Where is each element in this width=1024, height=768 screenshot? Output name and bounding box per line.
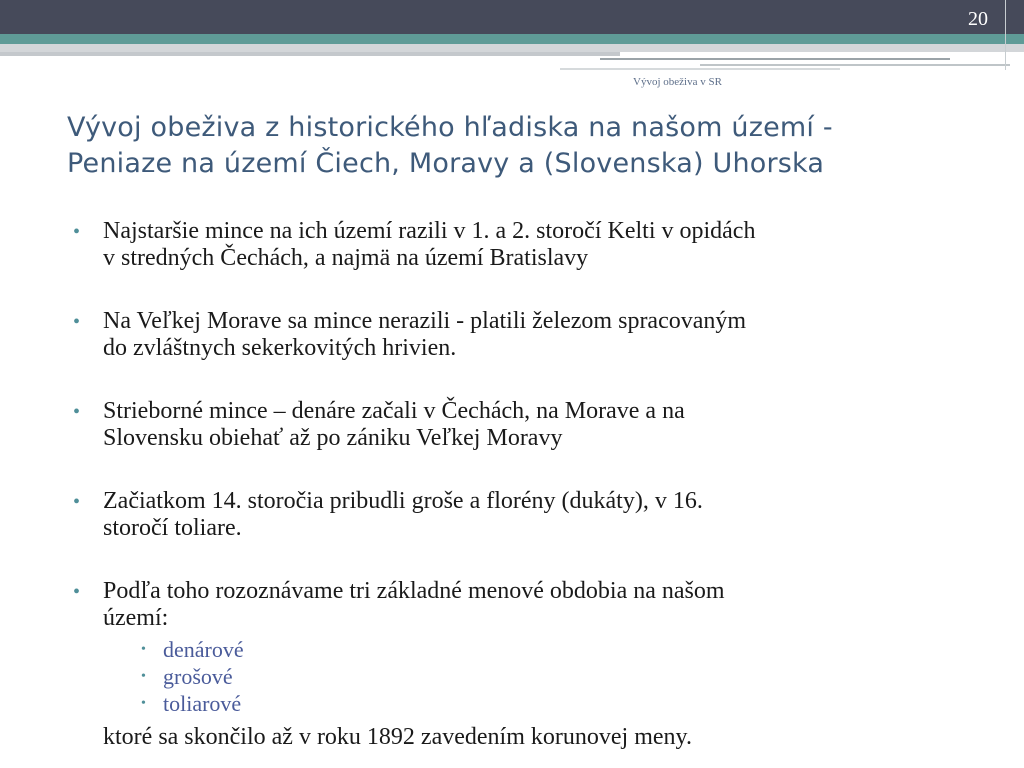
header-step-line <box>600 58 950 60</box>
sub-bullet-text: grošové <box>163 664 233 689</box>
bullet-text: Najstaršie mince na ich území razili v 1. a 2. storočí Kelti v opidách <box>103 218 756 244</box>
bullet-text: Začiatkom 14. storočia pribudli groše a florény (dukáty), v 16. <box>103 488 703 514</box>
header-band-teal <box>0 34 1024 44</box>
bullet-text: v stredných Čechách, a najmä na území Bratislavy <box>103 245 589 271</box>
sub-bullet-marker-icon: • <box>141 696 146 711</box>
header-caption: Vývoj obeživa v SR <box>633 76 722 88</box>
header-step-line <box>700 64 1010 66</box>
sub-bullet-item <box>103 636 973 663</box>
header-vertical-line <box>1005 0 1006 70</box>
header-band-dark <box>0 0 1024 34</box>
closing-text: ktoré sa skončilo až v roku 1892 zavedením korunovej meny. <box>103 724 692 750</box>
slide-number: 20 <box>968 8 988 30</box>
sub-bullet-list <box>103 636 973 717</box>
sub-bullet-item <box>103 663 973 690</box>
bullet-item <box>73 218 973 272</box>
header-band-light <box>0 44 1024 52</box>
header-band-gray <box>0 52 620 56</box>
slide-title-line: Vývoj obeživa z historického hľadiska na našom území - <box>67 112 833 143</box>
bullet-item <box>73 308 973 362</box>
bullet-text: Na Veľkej Morave sa mince nerazili - platili železom spracovaným <box>103 308 747 334</box>
sub-bullet-text: toliarové <box>163 691 242 716</box>
bullet-item <box>73 578 973 717</box>
slide-title <box>67 110 1007 182</box>
sub-bullet-marker-icon: • <box>141 669 146 684</box>
bullet-text: Podľa toho rozoznávame tri základné menové obdobia na našom <box>103 578 725 604</box>
bullet-text: území: <box>103 605 169 631</box>
bullet-marker-icon: • <box>73 581 81 603</box>
header-step-line <box>560 68 840 70</box>
bullet-list <box>73 218 973 751</box>
bullet-marker-icon: • <box>73 401 81 423</box>
bullet-marker-icon: • <box>73 221 81 243</box>
bullet-text: Strieborné mince – denáre začali v Čechách, na Morave a na <box>103 398 685 424</box>
bullet-marker-icon: • <box>73 311 81 333</box>
bullet-marker-icon: • <box>73 491 81 513</box>
slide-title-line: Peniaze na území Čiech, Moravy a (Slovenska) Uhorska <box>67 148 825 179</box>
sub-bullet-text: denárové <box>163 637 244 662</box>
bullet-item <box>73 488 973 542</box>
bullet-text: Slovensku obiehať až po zániku Veľkej Moravy <box>103 425 563 451</box>
sub-bullet-marker-icon: • <box>141 642 146 657</box>
bullet-text: do zvláštnych sekerkovitých hrivien. <box>103 335 457 361</box>
bullet-item <box>73 398 973 452</box>
bullet-text: storočí toliare. <box>103 515 242 541</box>
sub-bullet-item <box>103 690 973 717</box>
